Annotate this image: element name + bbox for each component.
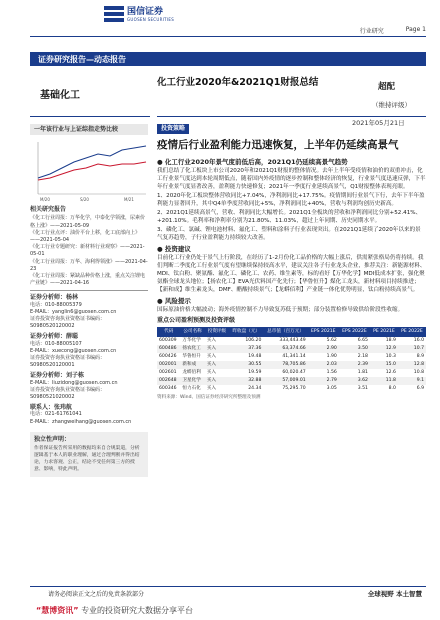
- related-report-item: 《化工行业点评：油价平台上移，化工底部向上》——2021-05-04: [30, 229, 141, 244]
- page-number: Page 1: [405, 26, 426, 33]
- table-cell: 3.62: [339, 377, 370, 385]
- table-cell: 10.8: [413, 370, 424, 375]
- table-cell: 扬农化工: [180, 345, 204, 353]
- table-row: [157, 361, 426, 369]
- table-cell: 18.9: [385, 338, 396, 343]
- table-cell: 15.0: [370, 361, 398, 369]
- logo-en: GUOSEN SECURITIES: [127, 16, 175, 22]
- related-report-item: 《化工行业专题研究：新材料行业观察》——2021-05-01: [30, 244, 145, 258]
- industry-line: [38, 146, 146, 178]
- left-rule: [30, 116, 150, 117]
- table-cell: 华鲁恒升: [182, 354, 201, 359]
- table-cell: 600486: [157, 345, 180, 353]
- contact-line: 证券投资咨询执业资格证书编码：S0980521020002: [30, 386, 106, 401]
- table-cell: 1.56: [326, 370, 337, 375]
- table-cell: 6.65: [357, 338, 368, 343]
- logo-stripes-icon: [104, 6, 124, 22]
- report-type: 行业研究: [359, 28, 384, 35]
- table-cell: 63,374.66: [263, 345, 307, 353]
- sections: [157, 158, 426, 314]
- report-header: [0, 0, 440, 50]
- index-line: [38, 162, 146, 180]
- watermark-text: 专业的投资研究大数据分享平台: [81, 606, 194, 615]
- table-row: [157, 385, 426, 393]
- table-cell: 78,705.86: [263, 361, 307, 369]
- table-header-cell: PE 2022E: [398, 327, 426, 337]
- table-cell: 12.8: [398, 361, 426, 369]
- table-cell: 106.20: [245, 338, 262, 343]
- table-header-cell: 总市值（百万元）: [263, 327, 307, 337]
- disclaimer-box: [30, 432, 148, 477]
- rating-main: 超配: [378, 82, 396, 92]
- table-cell: 60,020.47: [282, 370, 306, 375]
- related-report-item: 《化工行业周报：万华化学，中泰化学领涨，尿素价格上涨》——2021-05-09: [30, 215, 146, 229]
- table-source: 资料来源：Wind、国信证券经济研究所整理及预测: [157, 395, 261, 400]
- table-row: [157, 337, 426, 345]
- table-cell: 恒力石化: [182, 386, 201, 391]
- report-date: 2021年05月21日: [352, 119, 405, 127]
- footer-rule: [30, 586, 426, 587]
- table-cell: 57,009.01: [263, 377, 307, 385]
- table-cell: 600309: [159, 338, 177, 343]
- footer-disclaimer: 请务必阅读正文之后的免责条款部分: [48, 591, 145, 598]
- table-cell: 8.0: [388, 386, 396, 391]
- table-cell: 万华化学: [182, 338, 201, 343]
- table-header-cell: EPS 2022E: [339, 327, 370, 337]
- table-cell: 002601: [159, 370, 177, 375]
- table-cell: 买入: [206, 370, 216, 375]
- table-cell: 买入: [206, 338, 216, 343]
- disclaimer-text: 作者保证报告所采用的数据均来自合规渠道，分析逻辑基于本人的职业理解，通过合理判断并得出结论，力求客观、公正，结论不受任何第三方的授意、影响，特此声明。: [34, 445, 140, 472]
- table-cell: 买入: [205, 345, 229, 353]
- table-cell: 19.48: [248, 354, 262, 359]
- table-row: [157, 369, 426, 377]
- table-cell: 10.3: [385, 354, 396, 359]
- table-row: [157, 345, 426, 353]
- company-logo: [104, 6, 174, 22]
- contact-line: E-MAIL：liuzidong@guosen.com.cn: [30, 379, 118, 386]
- table-cell: 买入: [206, 386, 216, 391]
- section-paragraph: 1、2020年化工板块整体营收同比+7.04%，净利润同比+17.75%。疫情期间行业景气下行，去年下半年盈利能力显著回升，其中Q4单季度营收同比+5%，净利润同比+40%，营收与利润均创历史新高。: [157, 193, 425, 207]
- table-cell: 6.9: [416, 386, 424, 391]
- footer-slogan: 全球视野 本土智慧: [367, 590, 422, 598]
- headline: 疫情后行业盈利能力迅速恢复，上半年仍延续高景气: [157, 139, 399, 151]
- trend-chart-svg: [30, 138, 148, 202]
- table-cell: 龙蟒佰利: [182, 370, 201, 375]
- table-header-cell: PE 2021E: [370, 327, 398, 337]
- table-cell: 37.36: [229, 345, 263, 353]
- related-title: 相关研究报告: [30, 206, 67, 214]
- contact-line: 电话：021-61761041: [30, 411, 82, 418]
- section-tag: 投资策略: [157, 124, 189, 134]
- table-cell: 2.90: [308, 345, 339, 353]
- table-cell: 1.81: [357, 370, 368, 375]
- table-cell: 32.88: [229, 377, 263, 385]
- section-paragraph: 2、2021Q1延续高景气，营收、利润同比大幅增长。2021Q1全板块的营收和净利润同比分别+52.41%、+201.10%。毛利率和净利率分别为21.80%、11.03%，超过上年同期、历史同期水平。: [157, 210, 422, 224]
- contact-line: 联系人：张玮航: [30, 404, 73, 412]
- table-cell: 12.6: [385, 370, 396, 375]
- table-cell: 8.9: [416, 354, 424, 359]
- table-cell: 30.55: [229, 361, 263, 369]
- table-cell: 5.62: [326, 338, 337, 343]
- related-list: [30, 215, 148, 287]
- report-title: 化工行业2020年&2021Q1财报总结: [157, 77, 319, 88]
- table-cell: 11.8: [370, 377, 398, 385]
- table-cell: 2.39: [339, 361, 370, 369]
- table-cell: 1.90: [326, 354, 337, 359]
- contacts: [30, 294, 148, 425]
- main-content: [157, 124, 426, 402]
- contact-line: E-MAIL：yanglin6@guosen.com.cn: [30, 308, 117, 315]
- table-cell: 3.51: [357, 386, 368, 391]
- table-cell: 41,341.14: [282, 354, 306, 359]
- table-cell: 买入: [205, 361, 229, 369]
- contact-line: 证券投资咨询执业资格证书编码：S0980520120001: [30, 355, 106, 369]
- sidebar: [30, 124, 148, 477]
- table-cell: 买入: [205, 377, 229, 385]
- header-rule: [30, 36, 426, 37]
- watermark-brand: “慧博资讯”: [36, 606, 79, 615]
- table-header-cell: 代码: [157, 327, 180, 337]
- report-band: 证券研究报告—动态报告: [30, 52, 426, 66]
- table-header-cell: 投资评级: [205, 327, 229, 337]
- table-cell: 3.05: [326, 386, 337, 391]
- table-title: 重点公司盈利预测及投资评级: [157, 317, 236, 324]
- tick-label: S/20: [80, 197, 89, 203]
- related-report-item: 《化工行业周报：紧缺品种价格上涨，重点关注锂电产业链》——2021-04-16: [30, 273, 146, 287]
- table-cell: 卫星化学: [180, 377, 204, 385]
- rating-note: （维持评级）: [372, 101, 411, 109]
- contact-line: 电话：010-88005379: [30, 301, 82, 308]
- table-header-cell: 昨收盘（元）: [229, 327, 263, 337]
- right-rule: [157, 116, 426, 117]
- section-paragraph: 3、磷化工、氯碱、锂电池材料、氟化工、塑料和涂料子行业表现突出。在2021Q1延续了2020年以来的景气复苏趋势，子行业盈利能力持续较大改善。: [157, 227, 421, 241]
- logo-cn: 国信证券: [127, 6, 164, 17]
- table-cell: 002001: [157, 361, 180, 369]
- tick-label: M/21: [124, 197, 134, 203]
- section-paragraph: 目前化工行业仍处于景气上行阶段，在经历了1-2月份化工品价格的大幅上涨后，供需紧张格局仍将持续。我们判断二季度化工行业景气度有望继续保持较高水平，建议关注各子行业龙头企业，推荐关注：新能源材料、MDI、钛白粉、聚氨酯、氟化工、磷化工、农药、维生素等，标的看好【万华化学】MDI低成本扩张，强化聚氨酯全球龙头地位；【扬农化工】EVA光伏料国产化先行；【华鲁恒升】煤化工龙头，新材料项目持续推进；【新和成】维生素龙头，DMF、醋酸持续景气；【龙蟒佰利】产业链一体化优势明显，钛白粉持续高景气。: [157, 255, 426, 293]
- trend-chart: [30, 138, 148, 202]
- table-cell: 2.18: [357, 354, 368, 359]
- table-cell: 新和成: [180, 361, 204, 369]
- table-cell: 10.7: [398, 345, 426, 353]
- contact-line: 证券分析师：杨林: [30, 294, 79, 302]
- section-paragraph: 我们总结了化工板块上市公司2020年和2021Q1财报的整体情况。去年上半年受疫情和油价的双重冲击，化工行业景气度达到本轮周期低点，随着国内外疫情的逐步控制和整体经济的恢复，行业景气度迅速反弹，下半年行业景气度显著改善，盈利能力快速修复；2021年一季度行业延续高景气，Q1财报整体表现亮眼。: [157, 168, 426, 190]
- table-cell: 75,295.70: [282, 386, 306, 391]
- table-cell: 002648: [157, 377, 180, 385]
- chart-title: 一年该行业与上证综指走势比较: [30, 124, 148, 135]
- table-cell: 16.0: [413, 338, 424, 343]
- table-header-row: [157, 327, 426, 337]
- section-heading: ● 风险提示: [157, 297, 191, 305]
- table-cell: 19.59: [248, 370, 262, 375]
- table-cell: 2.03: [308, 361, 339, 369]
- section-paragraph: 国际原油价格大幅波动；海外疫情控制不力导致复苏低于预期；部分装置检修导致供给阶段性收缩。: [157, 307, 404, 313]
- contact-line: 证券投资咨询执业资格证书编码：S0980520120002: [30, 316, 106, 330]
- contact-line: 证券分析师：薛聪: [30, 333, 79, 341]
- contact-line: E-MAIL：xuecong@guosen.com.cn: [30, 347, 117, 354]
- table-row: [157, 377, 426, 385]
- table-cell: 333,443.49: [279, 338, 306, 343]
- table-cell: 12.9: [370, 345, 398, 353]
- forecast-table: [157, 327, 426, 393]
- table-row: [157, 353, 426, 361]
- watermark-bar: [0, 603, 440, 620]
- contact-line: E-MAIL：zhangweihang@guosen.com.cn: [30, 418, 132, 425]
- table-cell: 买入: [206, 354, 216, 359]
- table-cell: 3.50: [339, 345, 370, 353]
- table-cell: 9.1: [398, 377, 426, 385]
- table-cell: 2.79: [308, 377, 339, 385]
- table-cell: 600346: [159, 386, 177, 391]
- table-cell: 24.34: [248, 386, 262, 391]
- table-body: [157, 337, 426, 393]
- industry-name: 基础化工: [40, 90, 80, 101]
- table-cell: 600426: [159, 354, 177, 359]
- related-report-item: 《化工行业周报：万华、海利得领涨》——2021-04-23: [30, 258, 148, 272]
- disclaimer-title: 独立性声明：: [34, 435, 71, 443]
- contact-line: 电话：010-88005107: [30, 340, 82, 347]
- table-header-cell: 公司名称: [180, 327, 204, 337]
- tick-label: M/20: [40, 197, 50, 203]
- section-heading: ● 化工行业2020年景气度前低后高，2021Q1仍延续高景气趋势: [157, 158, 348, 166]
- table-header-cell: EPS 2021E: [308, 327, 339, 337]
- section-heading: ● 投资建议: [157, 245, 191, 253]
- divider: [30, 290, 148, 291]
- contact-line: 证券分析师：刘子栋: [30, 372, 85, 380]
